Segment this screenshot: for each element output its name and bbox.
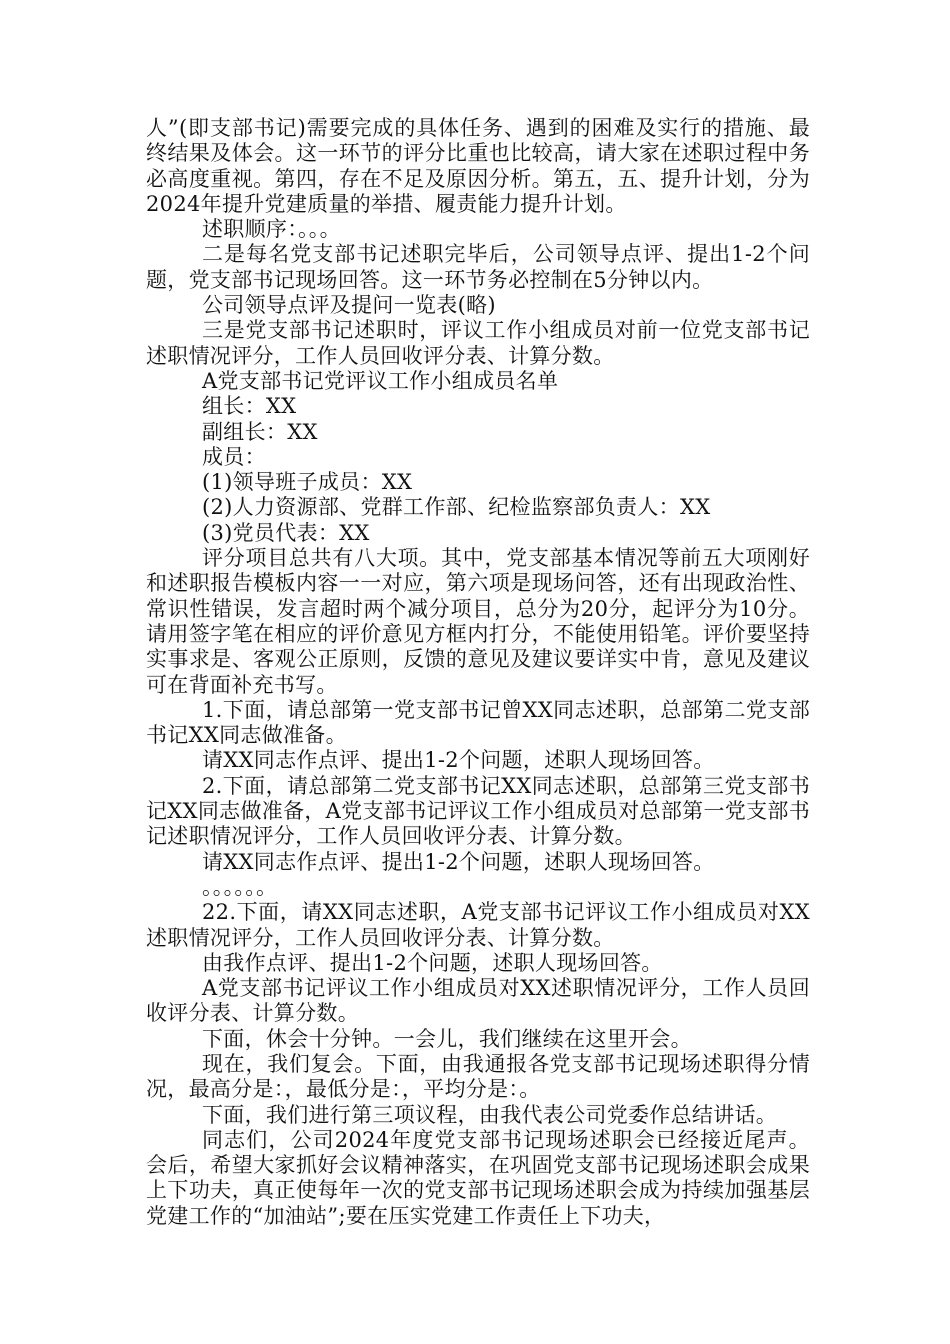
paragraph: 同志们，公司2024年度党支部书记现场述职会已经接近尾声。会后，希望大家抓好会议精神落实，在巩固党支部书记现场述职会成果上下功夫，真正使每年一次的党支部书记现场述职会成为持续加强基层党建工作的“加油站”;要在压实党建工作责任上下功夫， <box>146 1127 810 1228</box>
paragraph: 现在，我们复会。下面，由我通报各党支部书记现场述职得分情况，最高分是：，最低分是：，平均分是：。 <box>146 1051 810 1102</box>
paragraph: A党支部书记评议工作小组成员对XX述职情况评分，工作人员回收评分表、计算分数。 <box>146 976 810 1026</box>
paragraph: A党支部书记党评议工作小组成员名单 <box>202 368 559 393</box>
paragraph: 下面，休会十分钟。一会儿，我们继续在这里开会。 <box>202 1026 692 1051</box>
paragraph: 组长：XX <box>202 394 297 419</box>
paragraph: 请XX同志作点评、提出1-2个问题，述职人现场回答。 <box>202 849 715 874</box>
paragraph: 22.下面，请XX同志述职，A党支部书记评议工作小组成员对XX述职情况评分，工作人员回收评分表、计算分数。 <box>146 900 810 950</box>
paragraph: 副组长：XX <box>202 419 318 444</box>
paragraph: 评分项目总共有八大项。其中，党支部基本情况等前五大项刚好和述职报告模板内容一一对应，第六项是现场问答，还有出现政治性、常识性错误，发言超时两个减分项目，总分为20分，起评分为10分。请用签字笔在相应的评价意见方框内打分，不能使用铅笔。评价要坚持实事求是、客观公正原则，反馈的意见及建议要详实中肯，意见及建议可在背面补充书写。 <box>146 546 810 697</box>
paragraph: (1)领导班子成员：XX <box>202 470 413 495</box>
document-body <box>146 116 810 1229</box>
paragraph: 2.下面，请总部第二党支部书记XX同志述职，总部第三党支部书记XX同志做准备，A党支部书记评议工作小组成员对总部第一党支部书记述职情况评分，工作人员回收评分表、计算分数。 <box>146 773 810 849</box>
paragraph: 公司领导点评及提问一览表(略) <box>202 293 496 318</box>
paragraph: 由我作点评、提出1-2个问题，述职人现场回答。 <box>202 950 663 975</box>
paragraph: 述职顺序：。。。 <box>202 217 341 242</box>
paragraph: 下面，我们进行第三项议程，由我代表公司党委作总结讲话。 <box>202 1102 778 1127</box>
paragraph: 二是每名党支部书记述职完毕后，公司领导点评、提出1-2个问题，党支部书记现场回答。这一环节务必控制在5分钟以内。 <box>146 242 810 292</box>
paragraph: 人”(即支部书记)需要完成的具体任务、遇到的困难及实行的措施、最终结果及体会。这一环节的评分比重也比较高，请大家在述职过程中务必高度重视。第四，存在不足及原因分析。第五，五、提升计划，分为2024年提升党建质量的举措、履责能力提升计划。 <box>146 116 810 216</box>
paragraph: (2)人力资源部、党群工作部、纪检监察部负责人：XX <box>202 495 711 520</box>
paragraph: (3)党员代表：XX <box>202 520 370 545</box>
paragraph: 三是党支部书记述职时，评议工作小组成员对前一位党支部书记述职情况评分，工作人员回收评分表、计算分数。 <box>146 318 810 368</box>
paragraph: 成员： <box>202 444 266 469</box>
paragraph: 。。。。。。 <box>202 874 278 899</box>
paragraph: 1.下面，请总部第一党支部书记曾XX同志述职，总部第二党支部书记XX同志做准备。 <box>146 697 810 748</box>
paragraph: 请XX同志作点评、提出1-2个问题，述职人现场回答。 <box>202 748 715 773</box>
